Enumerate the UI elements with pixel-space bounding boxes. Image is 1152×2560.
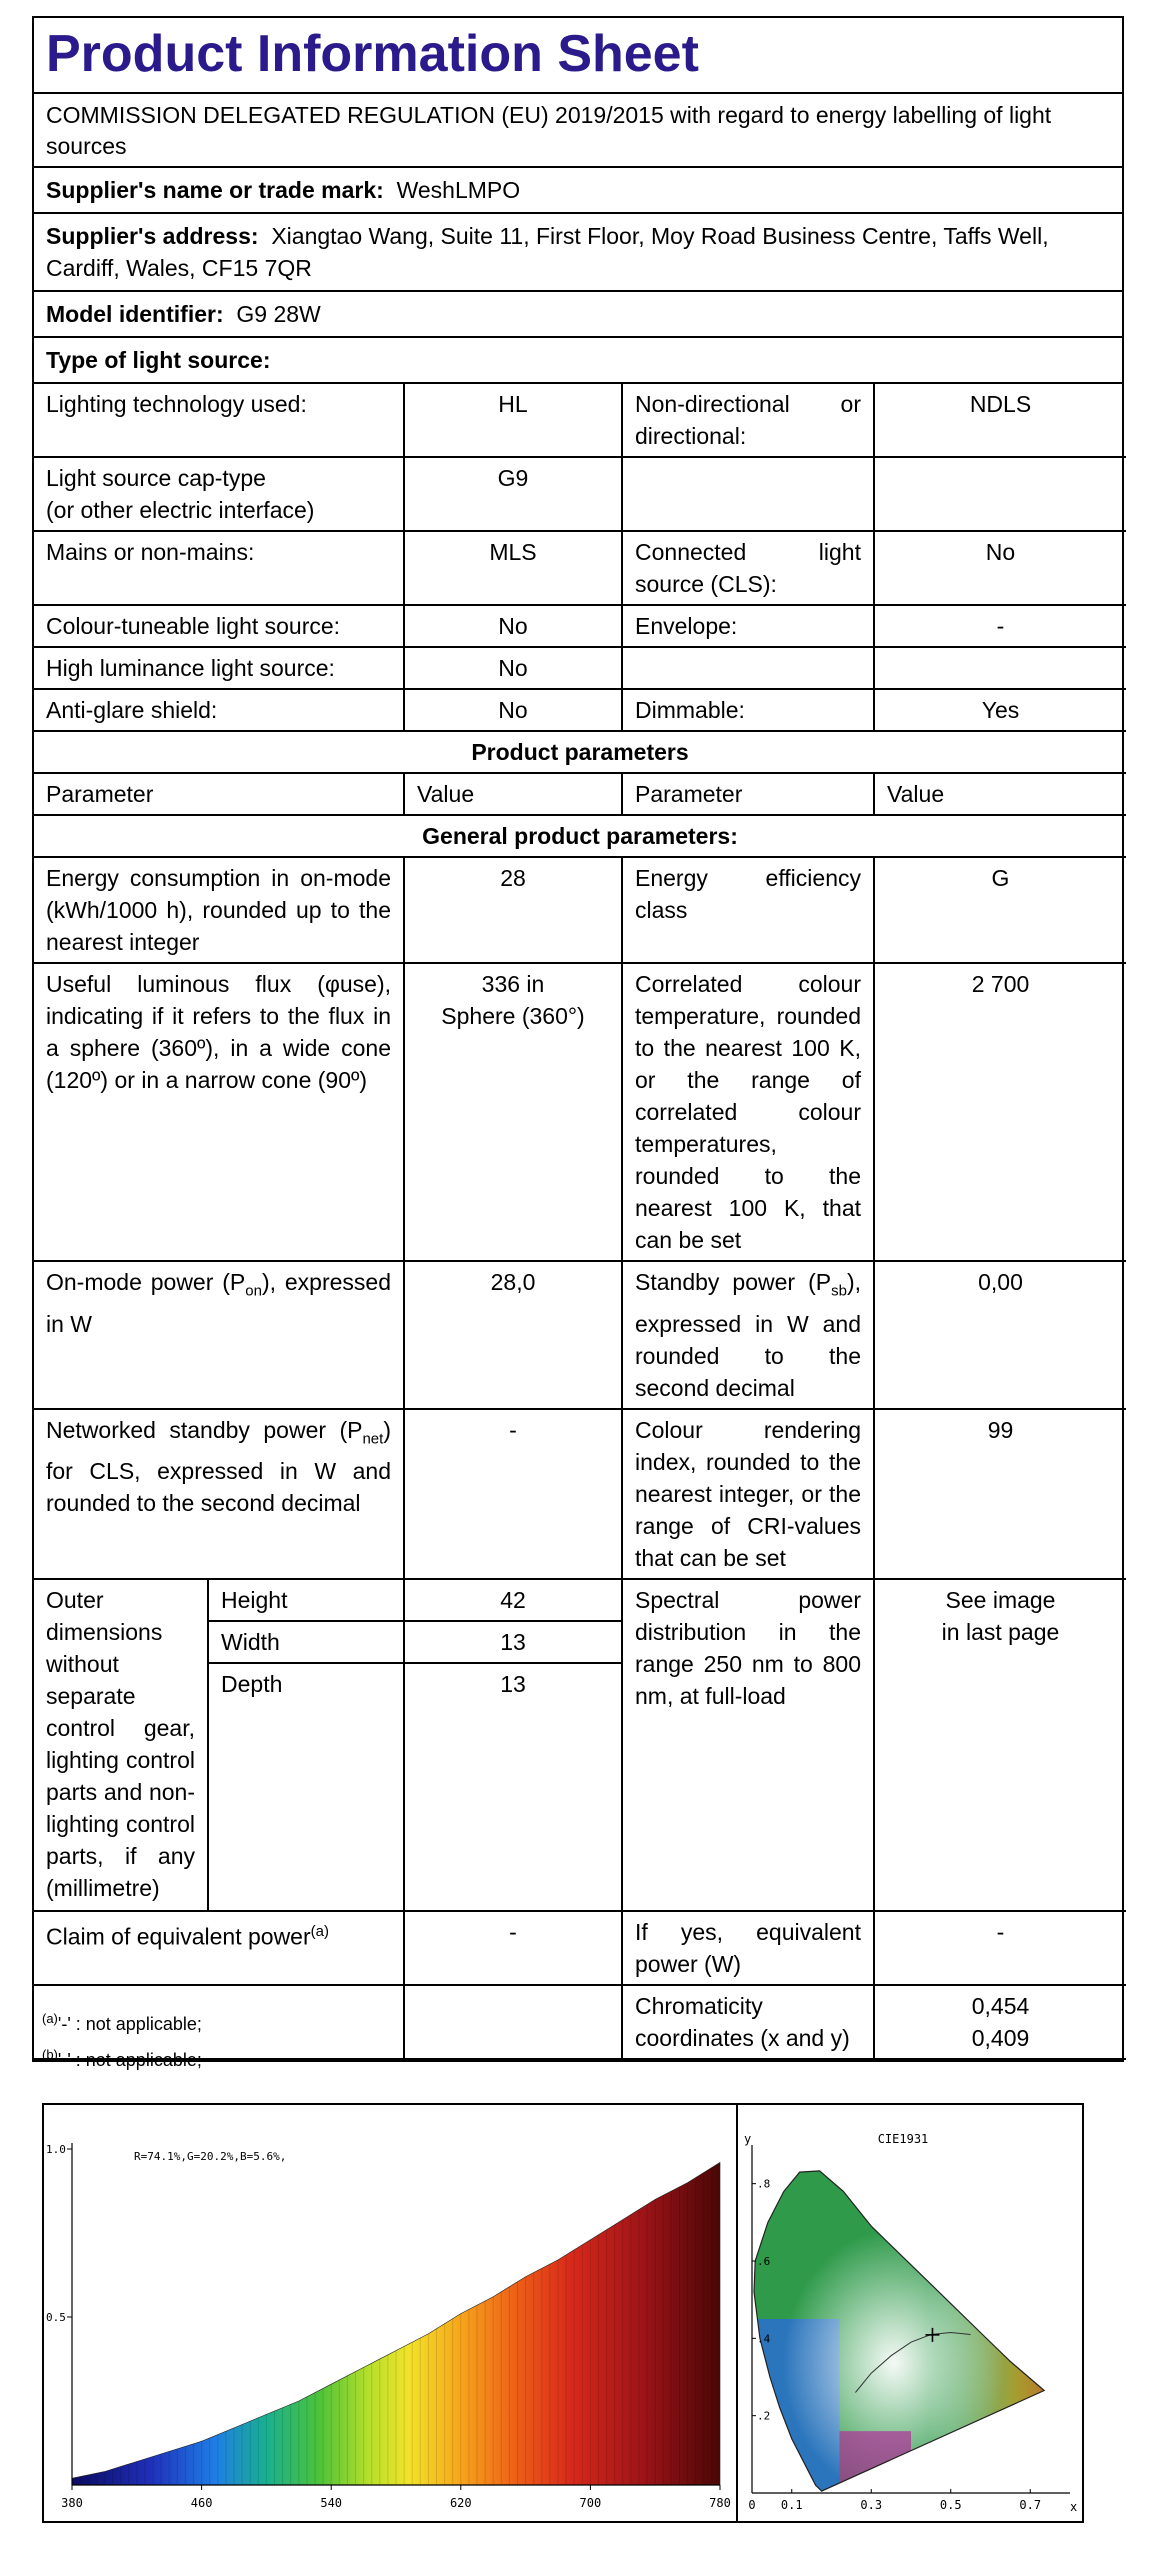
luminous-flux-value-line-2: Sphere (360°): [441, 1003, 585, 1029]
if-yes-label: If yes, equivalent power (W): [622, 1911, 874, 1985]
model-identifier-label: Model identifier:: [46, 301, 224, 327]
on-mode-power-label-text-2: ), expressed in W: [46, 1269, 391, 1337]
empty-cell: [622, 457, 874, 531]
envelope-value: -: [874, 605, 1126, 647]
chromaticity-x: 0,454: [971, 1992, 1030, 2019]
footnote-b: [42, 2043, 202, 2072]
cie-x-tick-label: 0.5: [939, 2498, 962, 2512]
tech-label: Lighting technology used:: [34, 384, 404, 457]
empty-cell: [874, 647, 1126, 689]
cie-gamut: [738, 2105, 1084, 2521]
networked-standby-subscript: net: [362, 1430, 384, 1448]
equivalent-power-value: -: [404, 1911, 622, 1985]
high-luminance-label: High luminance light source:: [34, 647, 404, 689]
anti-glare-value: No: [404, 689, 622, 731]
spectral-chart-panel: [44, 2105, 738, 2521]
footnote-a-mark: (a): [42, 2011, 58, 2026]
networked-standby-label-text-2: ) for CLS, expressed in W and rounded to the second decimal: [46, 1416, 391, 1517]
spd-value: [874, 1579, 1126, 1911]
table-row: [34, 857, 1126, 963]
anti-glare-label: Anti-glare shield:: [34, 689, 404, 731]
spd-value-line-2: in last page: [941, 1618, 1060, 1645]
table-row: [34, 773, 1126, 815]
mains-value: MLS: [404, 531, 622, 605]
spd-value-line-1: See image: [945, 1586, 1056, 1613]
cct-value: 2 700: [874, 963, 1126, 1261]
cie-chart-panel: [738, 2105, 1084, 2521]
supplier-address-row: [34, 214, 1122, 292]
cie-title: CIE1931: [877, 2132, 929, 2146]
spectral-annotation: R=74.1%,G=20.2%,B=5.6%,: [134, 2150, 287, 2163]
colour-tuneable-label: Colour-tuneable light source:: [34, 605, 404, 647]
footnote-a-ref: (a): [310, 1922, 329, 1940]
supplier-name-value: WeshLMPO: [396, 177, 521, 203]
height-label: Height: [208, 1579, 404, 1621]
cie-x-label: x: [1070, 2500, 1078, 2514]
table-row: [34, 457, 1126, 531]
table-row: [34, 1409, 1126, 1579]
on-mode-power-subscript: on: [245, 1282, 262, 1300]
cie-x-tick-label: 0.3: [860, 2498, 883, 2512]
spectral-x-tick-label: 620: [449, 2496, 472, 2510]
table-row: [34, 731, 1126, 773]
standby-power-subscript: sb: [831, 1282, 847, 1300]
cap-value: G9: [404, 457, 622, 531]
cls-label: Connected light source (CLS):: [622, 531, 874, 605]
model-identifier-value: G9 28W: [236, 301, 321, 327]
table-row: [34, 605, 1126, 647]
envelope-label: Envelope:: [622, 605, 874, 647]
empty-cell: [404, 1985, 622, 2059]
depth-value: 13: [404, 1663, 622, 1911]
efficiency-class-label: Energy efficiency class: [622, 857, 874, 963]
width-value: 13: [404, 1621, 622, 1663]
table-row: [34, 384, 1126, 457]
spectral-x-tick-label: 540: [320, 2496, 343, 2510]
table-row: [34, 815, 1126, 857]
cie-y-tick-label: .4: [757, 2332, 771, 2346]
networked-standby-label-text: Networked standby power (P: [46, 1416, 363, 1443]
footnote-b-mark: (b): [42, 2047, 58, 2062]
column-header-value: Value: [404, 773, 622, 815]
type-heading: Type of light source:: [46, 347, 271, 373]
width-label: Width: [208, 1621, 404, 1663]
charts-panel: [42, 2103, 1084, 2523]
cie-y-tick-label: .8: [757, 2177, 771, 2191]
table-row: [34, 1911, 1126, 1985]
networked-standby-value: -: [404, 1409, 622, 1579]
cie-plot-area: [738, 2105, 1084, 2521]
spectral-x-tick-label: 460: [190, 2496, 213, 2510]
spectral-x-tick-label: 380: [61, 2496, 83, 2510]
height-value: 42: [404, 1579, 622, 1621]
type-heading-row: [34, 338, 1122, 384]
high-luminance-value: No: [404, 647, 622, 689]
empty-cell: [622, 647, 874, 689]
standby-power-value: 0,00: [874, 1261, 1126, 1409]
cap-label-line-1: Light source cap-type: [46, 465, 266, 491]
dimmable-label: Dimmable:: [622, 689, 874, 731]
cri-label: Colour rendering index, rounded to the nearest integer, or the range of CRI-values that can be set: [622, 1409, 874, 1579]
luminous-flux-label: Useful luminous flux (φuse), indicating if it refers to the flux in a sphere (360º), in a wide cone (120º) or in a narrow cone (90º): [34, 963, 404, 1261]
energy-consumption-value: 28: [404, 857, 622, 963]
dir-value: NDLS: [874, 384, 1126, 457]
networked-standby-label: [34, 1409, 404, 1579]
standby-power-label-text-2: ), expressed in W and rounded to the second decimal: [635, 1269, 861, 1401]
table-row: [34, 647, 1126, 689]
standby-power-label: [622, 1261, 874, 1409]
chromaticity-y: 0,409: [971, 2024, 1030, 2051]
cie-y-tick-label: .2: [757, 2409, 771, 2423]
table-row: [34, 689, 1126, 731]
cie-y-tick-label: .6: [757, 2255, 771, 2268]
energy-consumption-label: Energy consumption in on-mode (kWh/1000 h), rounded up to the nearest integer: [34, 857, 404, 963]
supplier-address-value: Xiangtao Wang, Suite 11, First Floor, Moy Road Business Centre, Taffs Well, Cardiff, Wales, CF15 7QR: [46, 223, 1049, 281]
cie-y-label: y: [744, 2132, 752, 2146]
footnote-b-text: '-' : not applicable;: [57, 2050, 202, 2070]
spectral-power-chart: [44, 2105, 736, 2521]
product-information-sheet: [32, 16, 1124, 2062]
parameters-table: [34, 384, 1126, 2060]
model-identifier-row: [34, 292, 1122, 338]
colour-tuneable-value: No: [404, 605, 622, 647]
cap-label: [34, 457, 404, 531]
empty-cell: [874, 457, 1126, 531]
dir-label: Non-directional or directional:: [622, 384, 874, 457]
chromaticity-label: Chromaticity coordinates (x and y): [622, 1985, 874, 2059]
page-title: Product Information Sheet: [34, 18, 1122, 94]
standby-power-label-text: Standby power (P: [635, 1269, 832, 1295]
dimensions-label: Outer dimensions without separate control gear, lighting control parts and non-lighting control parts, if any (millimetre): [34, 1579, 208, 1911]
chromaticity-value: [874, 1985, 1126, 2059]
efficiency-class-value: G: [874, 857, 1126, 963]
if-yes-value: -: [874, 1911, 1126, 1985]
footnote-a-text: '-' : not applicable;: [57, 2014, 202, 2034]
mains-label: Mains or non-mains:: [34, 531, 404, 605]
cct-label: Correlated colour temperature, rounded to the nearest 100 K, or the range of correlated colour temperatures, rounded to the nearest 100 K, that can be set: [622, 963, 874, 1261]
table-row: [34, 1261, 1126, 1409]
tech-value: HL: [404, 384, 622, 457]
supplier-name-row: [34, 168, 1122, 214]
spectral-y-tick-label: 1.0: [46, 2143, 66, 2156]
cap-label-line-2: (or other electric interface): [46, 497, 315, 523]
regulation-subtitle: COMMISSION DELEGATED REGULATION (EU) 2019/2015 with regard to energy labelling of light sources: [34, 94, 1122, 168]
dimmable-value: Yes: [874, 689, 1126, 731]
column-header-parameter: Parameter: [622, 773, 874, 815]
spectral-y-tick-label: 0.5: [46, 2311, 66, 2324]
cie-x-tick-label: 0.1: [780, 2498, 803, 2512]
product-parameters-heading: Product parameters: [34, 731, 1126, 773]
footnote-a: [42, 2007, 202, 2036]
equivalent-power-label: [34, 1911, 404, 1985]
luminous-flux-value: [404, 963, 622, 1261]
column-header-value: Value: [874, 773, 1126, 815]
supplier-address-label: Supplier's address:: [46, 223, 259, 249]
general-parameters-heading: General product parameters:: [34, 815, 1126, 857]
cie1931-chart: [738, 2105, 1084, 2521]
table-row: [34, 963, 1126, 1261]
on-mode-power-label: [34, 1261, 404, 1409]
table-row: [34, 531, 1126, 605]
table-row: [34, 1579, 1126, 1621]
equivalent-power-label-text: Claim of equivalent power: [46, 1923, 311, 1950]
on-mode-power-label-text: On-mode power (P: [46, 1269, 246, 1295]
cri-value: 99: [874, 1409, 1126, 1579]
cls-value: No: [874, 531, 1126, 605]
spectral-x-tick-label: 700: [579, 2496, 602, 2510]
spd-label: Spectral power distribution in the range 250 nm to 800 nm, at full-load: [622, 1579, 874, 1911]
cie-x-tick-label: 0: [748, 2498, 756, 2512]
supplier-name-label: Supplier's name or trade mark:: [46, 177, 384, 203]
on-mode-power-value: 28,0: [404, 1261, 622, 1409]
luminous-flux-value-line-1: 336 in: [481, 971, 545, 997]
cie-x-tick-label: 0.7: [1019, 2498, 1042, 2512]
column-header-parameter: Parameter: [34, 773, 404, 815]
depth-label: Depth: [208, 1663, 404, 1911]
spectral-x-tick-label: 780: [709, 2496, 731, 2510]
